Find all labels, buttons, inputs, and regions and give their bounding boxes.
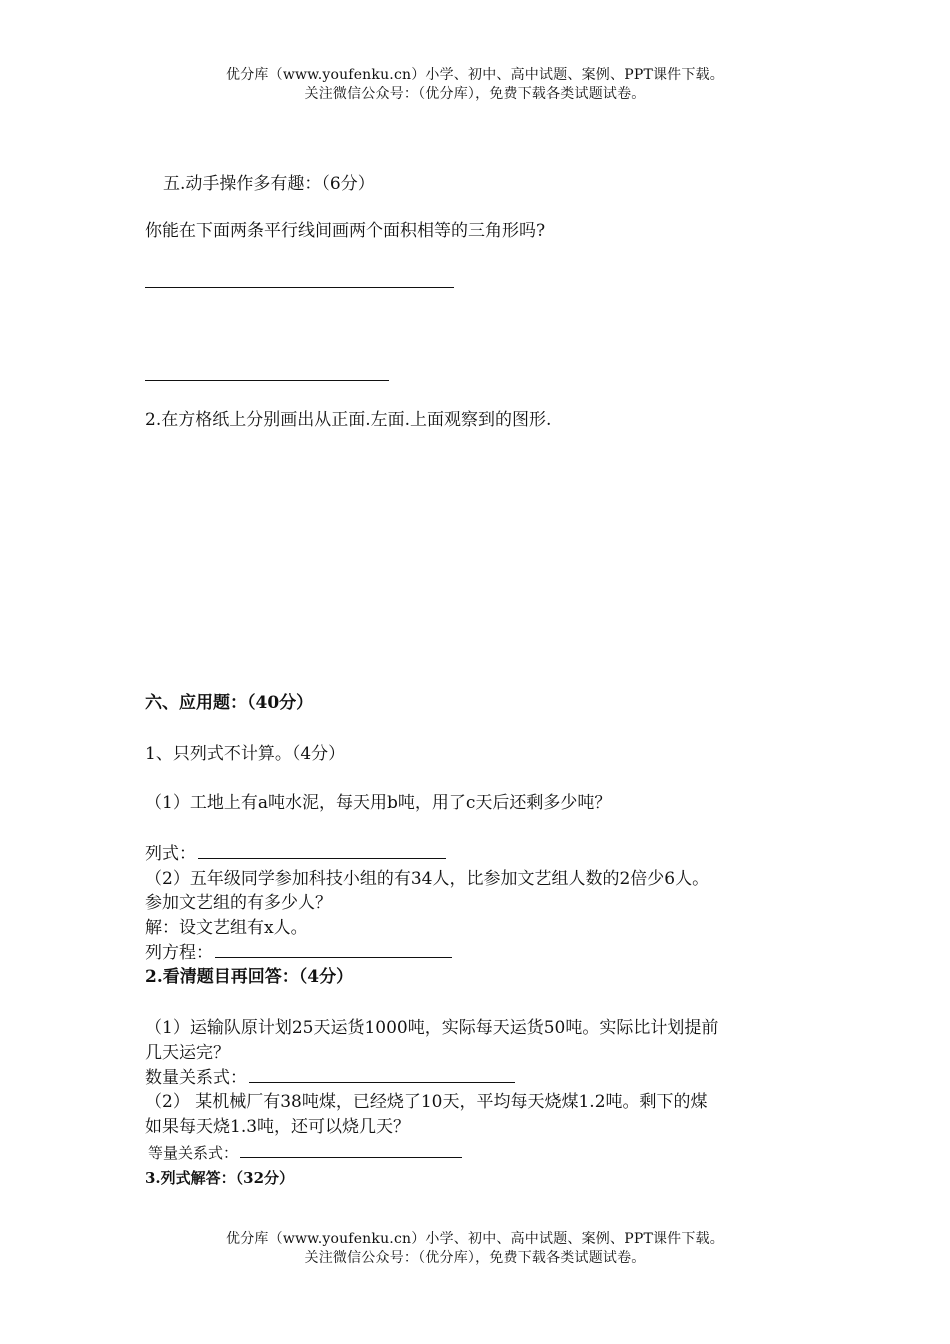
parallel-line-top — [145, 287, 454, 288]
part1-formula-row — [145, 843, 446, 865]
page-footer — [0, 1230, 950, 1268]
header-line-2: 关注微信公众号：（优分库），免费下载各类试题试卷。 — [304, 86, 646, 102]
footer-line-2: 关注微信公众号：（优分库），免费下载各类试题试卷。 — [304, 1250, 646, 1266]
equation-label: 列方程： — [145, 943, 213, 963]
part2-question-1-line-2: 几天运完？ — [145, 1043, 230, 1063]
section5-question-2: 2.在方格纸上分别画出从正面.左面.上面观察到的图形. — [145, 410, 552, 430]
part1-question-2-let: 解：设文艺组有x人。 — [145, 918, 308, 938]
relation-label-1: 数量关系式： — [145, 1068, 247, 1088]
relation-label-2: 等量关系式： — [148, 1144, 239, 1162]
equation-answer-blank — [215, 955, 452, 958]
part1-equation-row — [145, 942, 452, 964]
parallel-line-bottom — [145, 380, 389, 381]
footer-line-1: 优分库（www.youfenku.cn）小学、初中、高中试题、案例、PPT课件下载。 — [226, 1231, 724, 1247]
part2-relation-row-2 — [148, 1142, 462, 1164]
section5-title: 五.动手操作多有趣：（6分） — [163, 174, 375, 194]
part2-question-2-line-1: （2） 某机械厂有38吨煤，已经烧了10天，平均每天烧煤1.2吨。剩下的煤 — [145, 1092, 708, 1112]
part1-question-1: （1）工地上有a吨水泥，每天用b吨，用了c天后还剩多少吨？ — [145, 793, 612, 813]
page-header — [0, 66, 950, 104]
formula-label: 列式： — [145, 844, 196, 864]
part1-question-2-line-2: 参加文艺组的有多少人？ — [145, 893, 332, 913]
part2-question-1-line-1: （1）运输队原计划25天运货1000吨，实际每天运货50吨。实际比计划提前 — [145, 1018, 719, 1038]
part3-title: 3.列式解答：（32分） — [145, 1169, 295, 1187]
part2-relation-row-1 — [145, 1067, 515, 1089]
section5-question-1: 你能在下面两条平行线间画两个面积相等的三角形吗? — [145, 221, 546, 241]
section6-title: 六、应用题：（40分） — [145, 693, 314, 713]
part1-title: 1、只列式不计算。（4分） — [145, 744, 346, 764]
formula-answer-blank — [198, 856, 446, 859]
part2-question-2-line-2: 如果每天烧1.3吨，还可以烧几天？ — [145, 1117, 411, 1137]
relation-answer-blank-1 — [249, 1080, 515, 1083]
part1-question-2-line-1: （2）五年级同学参加科技小组的有34人，比参加文艺组人数的2倍少6人。 — [145, 869, 710, 889]
relation-answer-blank-2 — [240, 1155, 462, 1158]
header-line-1: 优分库（www.youfenku.cn）小学、初中、高中试题、案例、PPT课件下载。 — [226, 67, 724, 83]
part2-title: 2.看清题目再回答：（4分） — [145, 967, 354, 987]
